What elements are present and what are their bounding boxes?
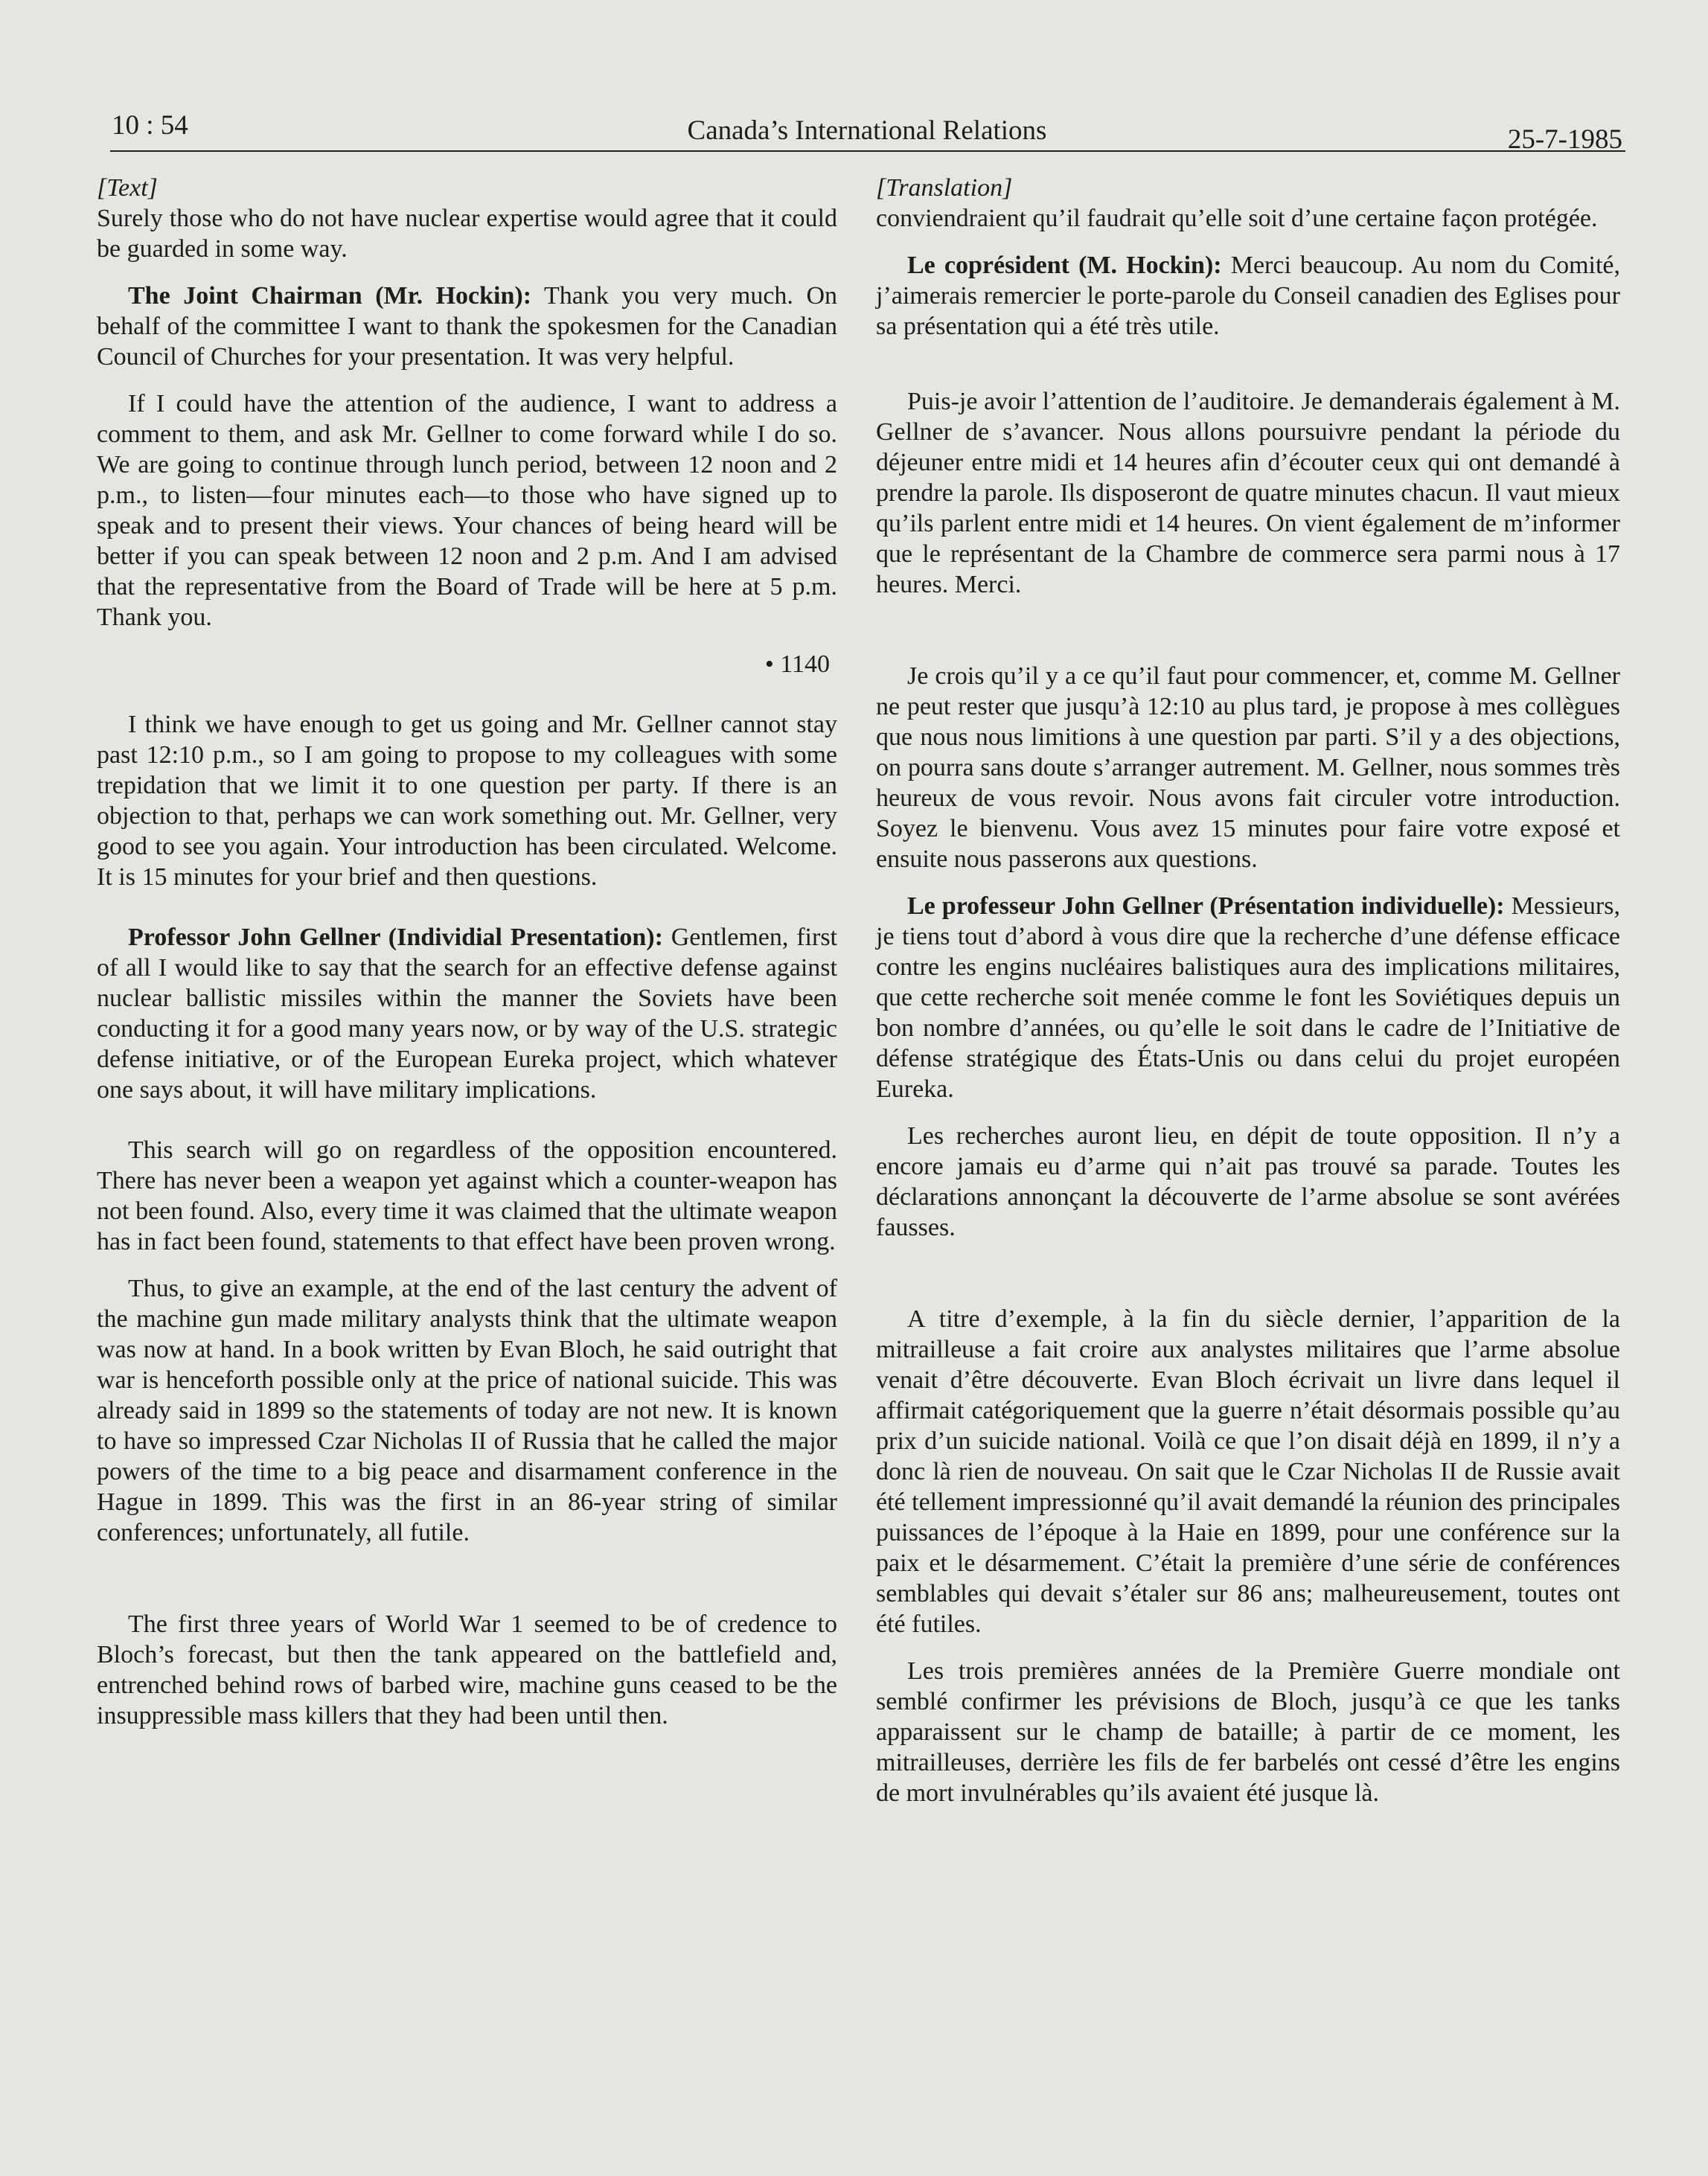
paragraph: Puis-je avoir l’attention de l’auditoire. Je demanderais également à M. Gellner de s’avancer. Nous allons poursuivre pendant la période du déjeuner entre midi et 14 heures afin d’écouter ceux qui ont demandé à prendre la parole. Ils disposeront de quatre minutes chacun. Il vaut mieux qu’ils parlent entre midi et 14 heures. On vient également de m’informer que le représentant de la Chambre de commerce sera parmi nous à 17 heures. Merci.: [876, 388, 1620, 598]
paragraph: The first three years of World War 1 seemed to be of credence to Bloch’s forecast, but then the tank appeared on the battlefield and, entrenched behind rows of barbed wire, machine guns ceased to be the insuppressible mass killers that they had been until then.: [97, 1610, 837, 1729]
french-column: [876, 173, 1620, 1808]
running-title: Canada’s International Relations: [687, 115, 1047, 146]
paragraph: A titre d’exemple, à la fin du siècle dernier, l’apparition de la mitrailleuse a fait croire aux analystes militaires que l’arme absolue venait d’être découverte. Evan Bloch écrivait un livre dans lequel il affirmait catégoriquement que la guerre n’était désormais possible qu’au prix d’un suicide national. Voilà ce que l’on disait déjà en 1899, il n’y a donc là rien de nouveau. On sait que le Czar Nicholas II de Russie avait été tellement impressionné qu’il avait demandé la réunion des principales puissances de l’époque à la Haie en 1899, pour une conférence sur la paix et le désarmement. C’était la première d’une série de conférences semblables qui devait s’étaler sur 86 ans; malheureusement, toutes ont été futiles.: [876, 1305, 1620, 1638]
paragraph: Les trois premières années de la Première Guerre mondiale ont semblé confirmer les prévisions de Bloch, jusqu’à ce que les tanks apparaissent sur le champ de bataille; à partir de ce moment, les mitrailleuses, derrière les fils de fer barbelés ont cessé d’être les engins de mort invulnérables qu’ils avaient été jusque là.: [876, 1657, 1620, 1807]
paragraph: conviendraient qu’il faudrait qu’elle soit d’une certaine façon protégée.: [876, 205, 1598, 232]
speaker-name: The Joint Chairman (Mr. Hockin):: [128, 282, 532, 310]
paragraph: [97, 281, 837, 372]
paragraph: Les recherches auront lieu, en dépit de toute opposition. Il n’y a encore jamais eu d’arme qui n’ait pas trouvé sa parade. Toutes les déclarations annonçant la découverte de l’arme absolue se sont avérées fausses.: [876, 1122, 1620, 1241]
paragraph: Thus, to give an example, at the end of the last century the advent of the machine gun made military analysts think that the ultimate weapon was now at hand. In a book written by Evan Bloch, he said outright that war is henceforth possible only at the price of national suicide. This was already said in 1899 so the statements of today are not new. It is known to have so impressed Czar Nicholas II of Russia that he called the major powers of the time to a big peace and disarmament conference in the Hague in 1899. This was the first in an 86-year string of similar conferences; unfortunately, all futile.: [97, 1275, 837, 1546]
text-label: [Text]: [97, 174, 158, 202]
speaker-name: Professor John Gellner (Individial Presentation):: [128, 924, 663, 951]
speech-text: Merci beaucoup. Au nom du Comité, j’aimerais remercier le porte-parole du Conseil canadien des Eglises pour sa présentation qui a été très utile.: [876, 252, 1621, 340]
paragraph: Je crois qu’il y a ce qu’il faut pour commencer, et, comme M. Gellner ne peut rester que jusqu’à 12:10 au plus tard, je propose à mes collègues que nous nous limitions à une question par parti. S’il y a des objections, on pourra sans doute s’arranger autrement. M. Gellner, nous sommes très heureux de vous revoir. Nous avons fait circuler votre introduction. Soyez le bienvenu. Vous avez 15 minutes pour faire votre exposé et ensuite nous passerons aux questions.: [876, 662, 1620, 873]
paragraph: This search will go on regardless of the opposition encountered. There has never been a weapon yet against which a counter-weapon has not been found. Also, every time it was claimed that the ultimate weapon has in fact been found, statements to that effect have been proven wrong.: [97, 1136, 837, 1255]
speaker-name: Le professeur John Gellner (Présentation individuelle):: [907, 892, 1505, 920]
paragraph: If I could have the attention of the audience, I want to address a comment to them, and ask Mr. Gellner to come forward while I do so. We are going to continue through lunch period, between 12 noon and 2 p.m., to listen—four minutes each—to those who have signed up to speak and to present their views. Your chances of being heard will be better if you can speak between 12 noon and 2 p.m. And I am advised that the representative from the Board of Trade will be here at 5 p.m. Thank you.: [97, 390, 837, 631]
paragraph: [876, 250, 1620, 342]
page-number: 10 : 54: [112, 110, 188, 141]
translation-label: [Translation]: [876, 174, 1013, 202]
page-header: [112, 106, 1622, 155]
speech-text: Messieurs, je tiens tout d’abord à vous dire que la recherche d’une défense efficace contre les engins nucléaires balistiques aura des implications militaires, que cette recherche soit menée comme le font les Soviétiques depuis un bon nombre d’années, ou qu’elle le soit dans le cadre de l’Initiative de défense stratégique des États-Unis ou dans celui du projet européen Eureka.: [876, 892, 1620, 1103]
header-date: 25-7-1985: [1507, 124, 1622, 155]
speech-text: Gentlemen, first of all I would like to say that the search for an effective defense against nuclear ballistic missiles within the manner the Soviets have been conducting it for a good many years now, or by way of the U.S. strategic defense initiative, or of the European Eureka project, which whatever one says about, it will have military implications.: [97, 924, 837, 1104]
paragraph: [97, 922, 837, 1105]
paragraph: Surely those who do not have nuclear expertise would agree that it could be guarded in some way.: [97, 205, 837, 263]
paragraph: I think we have enough to get us going and Mr. Gellner cannot stay past 12:10 p.m., so I am going to propose to my colleagues with some trepidation that we limit it to one question per party. If there is an objection to that, perhaps we can work something out. Mr. Gellner, very good to see you again. Your introduction has been circulated. Welcome. It is 15 minutes for your brief and then questions.: [97, 711, 837, 891]
time-marker: • 1140: [764, 650, 830, 678]
english-column: [97, 173, 837, 1731]
speech-text: Thank you very much. On behalf of the committee I want to thank the spokesmen for the Canadian Council of Churches for your presentation. It was very helpful.: [97, 282, 837, 371]
header-rule: [110, 150, 1625, 152]
paragraph: [876, 891, 1620, 1104]
speaker-name: Le coprésident (M. Hockin):: [907, 252, 1222, 279]
